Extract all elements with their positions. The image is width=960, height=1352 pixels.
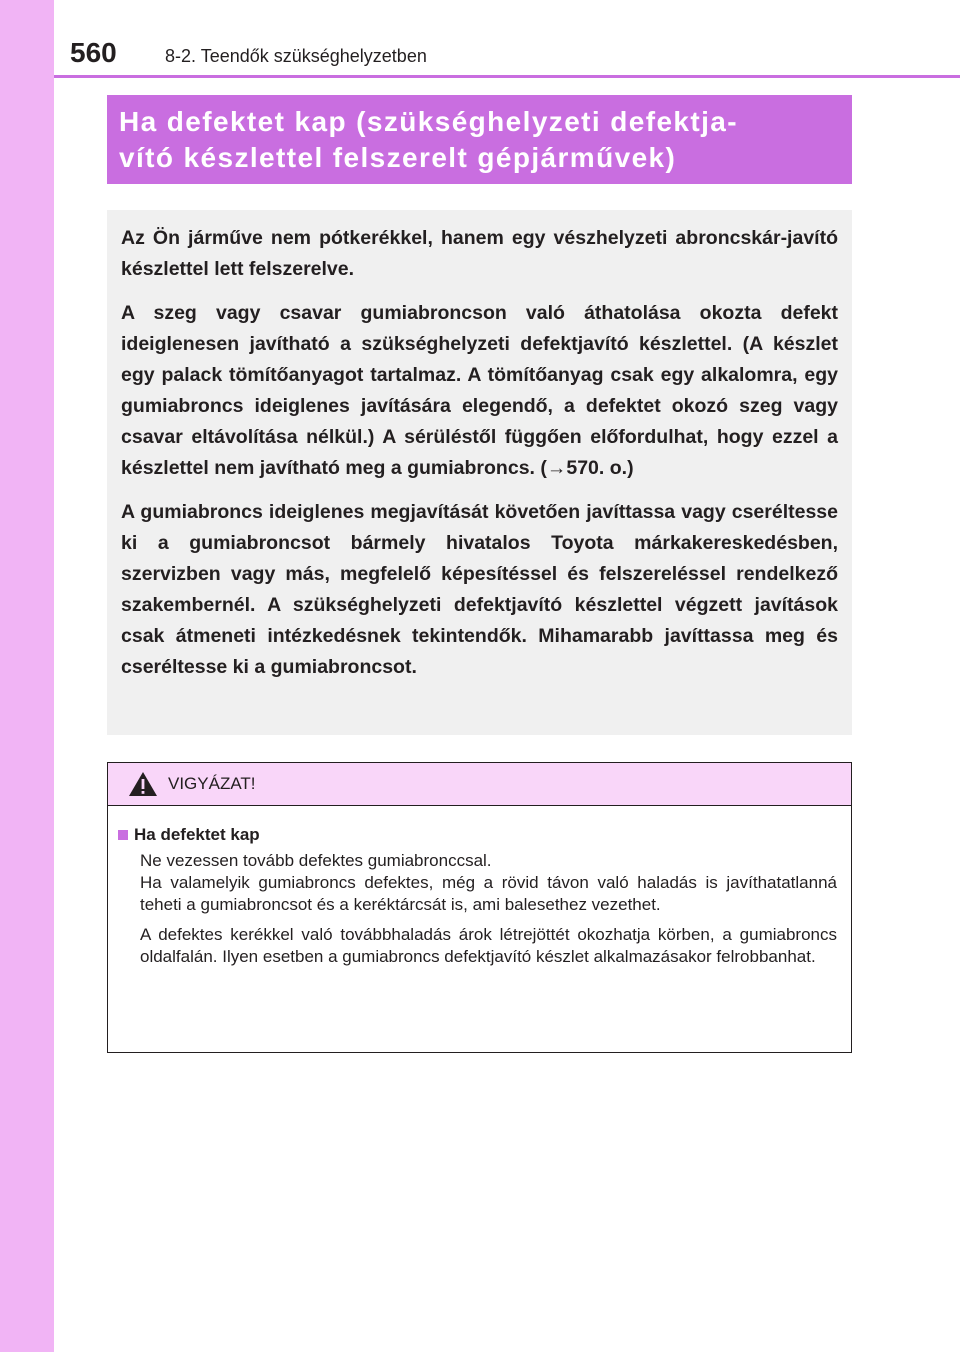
side-tab-strip [0, 0, 54, 1352]
caution-paragraph-2: Ha valamelyik gumiabroncs defektes, még a rövid távon való haladás is javíthatatlanná teheti a gumiabroncsot és a keréktárcsát is, ami balesethez vezethet. [140, 873, 837, 914]
intro-box [107, 210, 852, 735]
intro-paragraph-1: Az Ön járműve nem pótkerékkel, hanem egy vészhelyzeti abroncskár-javító készlettel lett felszerelve. [121, 227, 838, 280]
caution-subheading [118, 824, 837, 846]
caution-paragraph-3: A defektes kerékkel való továbbhaladás árok létrejöttét okozhatja körben, a gumiabroncs oldalfalán. Ilyen esetben a gumiabroncs defektjavító készlet alkalmazásakor felrobbanhat. [140, 925, 837, 966]
page-title-banner [107, 95, 852, 184]
square-bullet-icon [118, 830, 128, 840]
caution-box [107, 762, 852, 1053]
caution-label: VIGYÁZAT! [168, 774, 256, 793]
page-title-line-2: vító készlettel felszerelt gépjárművek) [119, 142, 677, 173]
caution-subheading-text: Ha defektet kap [134, 825, 260, 844]
caution-body [108, 806, 851, 968]
header-divider [54, 75, 960, 78]
intro-paragraph-2: A szeg vagy csavar gumiabroncson való áthatolása okozta defekt ideiglenesen javítható a szükséghelyzeti defektjavító készlettel. (A készlet egy palack tömítőanyagot tartalmaz. A tömítőanyag csak egy alkalomra, egy gumiabroncs ideiglenes javítására elegendő, a defektet okozó szeg vagy csavar eltávolítása nélkül.) A sérüléstől függően előfordulhat, hogy ezzel a készlettel nem javítható meg a gumiabroncs. (→570. o.) [121, 302, 838, 479]
section-title: 8-2. Teendők szükséghelyzetben [165, 46, 427, 66]
page-number: 560 [70, 37, 117, 68]
page-title-line-1: Ha defektet kap (szükséghelyzeti defektja- [119, 106, 738, 137]
caution-paragraph-1: Ne vezessen tovább defektes gumiabronccsal. [140, 851, 492, 870]
intro-paragraph-3: A gumiabroncs ideiglenes megjavítását követően javíttassa vagy cseréltesse ki a gumiabroncsot bármely hivatalos Toyota márkakereskedésben, szervizben vagy más, megfelelő képesítéssel és felszereléssel rendelkező szakembernél. A szükséghelyzeti defektjavító készlettel végzett javítások csak átmeneti intézkedésnek tekintendők. Mihamarabb javíttassa meg és cseréltesse ki a gumiabroncsot. [121, 501, 838, 678]
warning-triangle-icon [128, 771, 158, 797]
caution-header [108, 763, 851, 806]
